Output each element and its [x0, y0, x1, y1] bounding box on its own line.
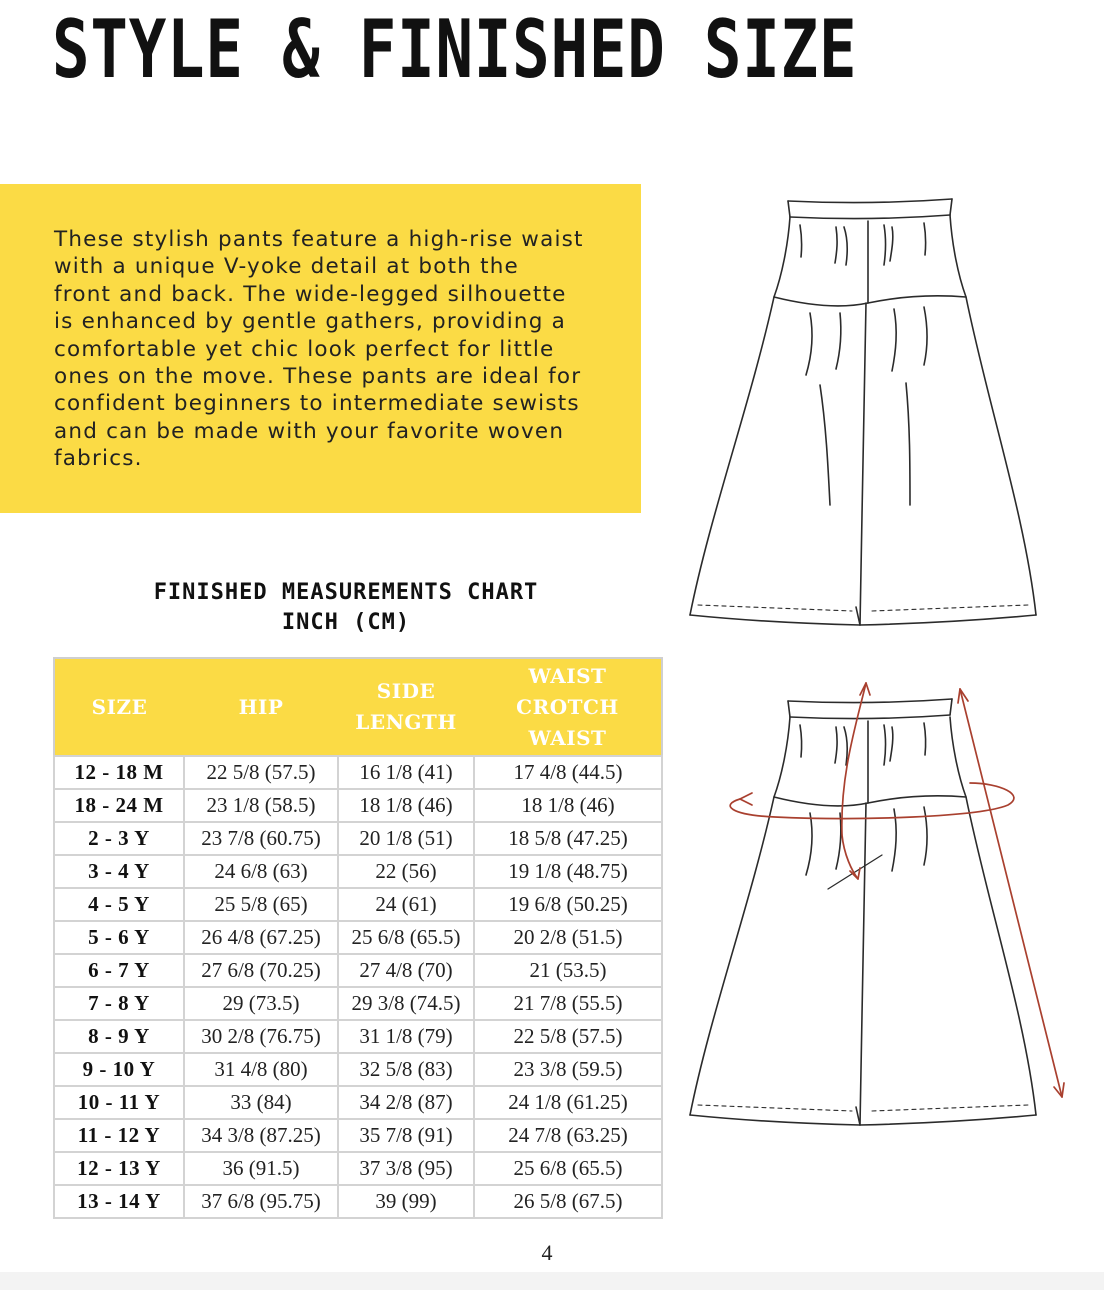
intro-line: These stylish pants feature a high-rise waist	[54, 227, 584, 252]
cell-hip: 29 (73.5)	[184, 987, 338, 1020]
bottom-strip	[0, 1272, 1104, 1290]
cell-hip: 30 2/8 (76.75)	[184, 1020, 338, 1053]
table-row	[54, 1053, 662, 1086]
cell-side-length: 20 1/8 (51)	[338, 822, 474, 855]
cell-waist: 26 5/8 (67.5)	[474, 1185, 662, 1218]
cell-size: 3 - 4 Y	[54, 855, 184, 888]
cell-waist: 21 7/8 (55.5)	[474, 987, 662, 1020]
table-body	[54, 756, 662, 1218]
table-row	[54, 1185, 662, 1218]
intro-line: is enhanced by gentle gathers, providing a	[54, 309, 566, 335]
table-row	[54, 954, 662, 987]
intro-line: confident beginners to intermediate sewists	[54, 391, 580, 417]
cell-size: 8 - 9 Y	[54, 1020, 184, 1053]
chart-title-line-2: INCH (CM)	[281, 610, 411, 635]
cell-side-length: 31 1/8 (79)	[338, 1020, 474, 1053]
pants-front-illustration	[680, 185, 1040, 635]
cell-side-length: 18 1/8 (46)	[338, 789, 474, 822]
cell-side-length: 16 1/8 (41)	[338, 756, 474, 789]
intro-line: ones on the move. These pants are ideal for	[54, 364, 582, 390]
cell-size: 2 - 3 Y	[54, 822, 184, 855]
intro-line: front and back. The wide-legged silhouette	[54, 281, 567, 307]
cell-hip: 27 6/8 (70.25)	[184, 954, 338, 987]
cell-waist: 23 3/8 (59.5)	[474, 1053, 662, 1086]
header-waist: WAIST CROTCH WAIST	[474, 658, 662, 756]
cell-waist: 18 1/8 (46)	[474, 789, 662, 822]
cell-side-length: 37 3/8 (95)	[338, 1152, 474, 1185]
cell-size: 5 - 6 Y	[54, 921, 184, 954]
intro-line: and can be made with your favorite woven	[54, 418, 565, 444]
cell-size: 7 - 8 Y	[54, 987, 184, 1020]
cell-side-length: 32 5/8 (83)	[338, 1053, 474, 1086]
intro-line: with a unique V-yoke detail at both the	[54, 254, 519, 280]
chart-title	[100, 578, 592, 638]
table-row	[54, 822, 662, 855]
header-side-length: SIDE LENGTH	[338, 658, 474, 756]
cell-waist: 17 4/8 (44.5)	[474, 756, 662, 789]
cell-hip: 34 3/8 (87.25)	[184, 1119, 338, 1152]
cell-hip: 37 6/8 (95.75)	[184, 1185, 338, 1218]
cell-size: 18 - 24 M	[54, 789, 184, 822]
cell-waist: 24 7/8 (63.25)	[474, 1119, 662, 1152]
intro-line: comfortable yet chic look perfect for little	[54, 336, 555, 362]
intro-line: fabrics.	[54, 446, 143, 472]
cell-side-length: 29 3/8 (74.5)	[338, 987, 474, 1020]
table-header-row	[54, 658, 662, 756]
cell-side-length: 25 6/8 (65.5)	[338, 921, 474, 954]
header-hip: HIP	[184, 658, 338, 756]
cell-size: 10 - 11 Y	[54, 1086, 184, 1119]
cell-side-length: 39 (99)	[338, 1185, 474, 1218]
intro-box	[0, 184, 641, 513]
cell-hip: 25 5/8 (65)	[184, 888, 338, 921]
cell-hip: 24 6/8 (63)	[184, 855, 338, 888]
cell-hip: 22 5/8 (57.5)	[184, 756, 338, 789]
table-row	[54, 1152, 662, 1185]
chart-title-line-1: FINISHED MEASUREMENTS CHART	[153, 580, 539, 605]
intro-text	[54, 226, 614, 473]
cell-size: 12 - 18 M	[54, 756, 184, 789]
pants-measurement-illustration	[680, 665, 1080, 1135]
cell-hip: 36 (91.5)	[184, 1152, 338, 1185]
cell-waist: 18 5/8 (47.25)	[474, 822, 662, 855]
cell-waist: 21 (53.5)	[474, 954, 662, 987]
cell-waist: 19 1/8 (48.75)	[474, 855, 662, 888]
table-row	[54, 756, 662, 789]
cell-side-length: 35 7/8 (91)	[338, 1119, 474, 1152]
table-row	[54, 1020, 662, 1053]
measurements-table	[53, 657, 663, 1219]
table-row	[54, 789, 662, 822]
cell-size: 12 - 13 Y	[54, 1152, 184, 1185]
cell-waist: 20 2/8 (51.5)	[474, 921, 662, 954]
cell-waist: 19 6/8 (50.25)	[474, 888, 662, 921]
table-row	[54, 855, 662, 888]
cell-waist: 22 5/8 (57.5)	[474, 1020, 662, 1053]
page-number: 4	[541, 1240, 553, 1265]
cell-size: 11 - 12 Y	[54, 1119, 184, 1152]
cell-hip: 23 7/8 (60.75)	[184, 822, 338, 855]
cell-waist: 25 6/8 (65.5)	[474, 1152, 662, 1185]
cell-size: 4 - 5 Y	[54, 888, 184, 921]
cell-size: 13 - 14 Y	[54, 1185, 184, 1218]
table-row	[54, 921, 662, 954]
cell-side-length: 27 4/8 (70)	[338, 954, 474, 987]
cell-side-length: 34 2/8 (87)	[338, 1086, 474, 1119]
table-row	[54, 1119, 662, 1152]
table-row	[54, 987, 662, 1020]
table-row	[54, 888, 662, 921]
table-row	[54, 1086, 662, 1119]
cell-hip: 23 1/8 (58.5)	[184, 789, 338, 822]
cell-hip: 26 4/8 (67.25)	[184, 921, 338, 954]
cell-hip: 31 4/8 (80)	[184, 1053, 338, 1086]
cell-size: 6 - 7 Y	[54, 954, 184, 987]
cell-hip: 33 (84)	[184, 1086, 338, 1119]
header-size: SIZE	[54, 658, 184, 756]
measure-lines	[730, 683, 1064, 1097]
cell-side-length: 24 (61)	[338, 888, 474, 921]
cell-side-length: 22 (56)	[338, 855, 474, 888]
cell-size: 9 - 10 Y	[54, 1053, 184, 1086]
cell-waist: 24 1/8 (61.25)	[474, 1086, 662, 1119]
page-title: STYLE & FINISHED SIZE	[52, 3, 858, 96]
